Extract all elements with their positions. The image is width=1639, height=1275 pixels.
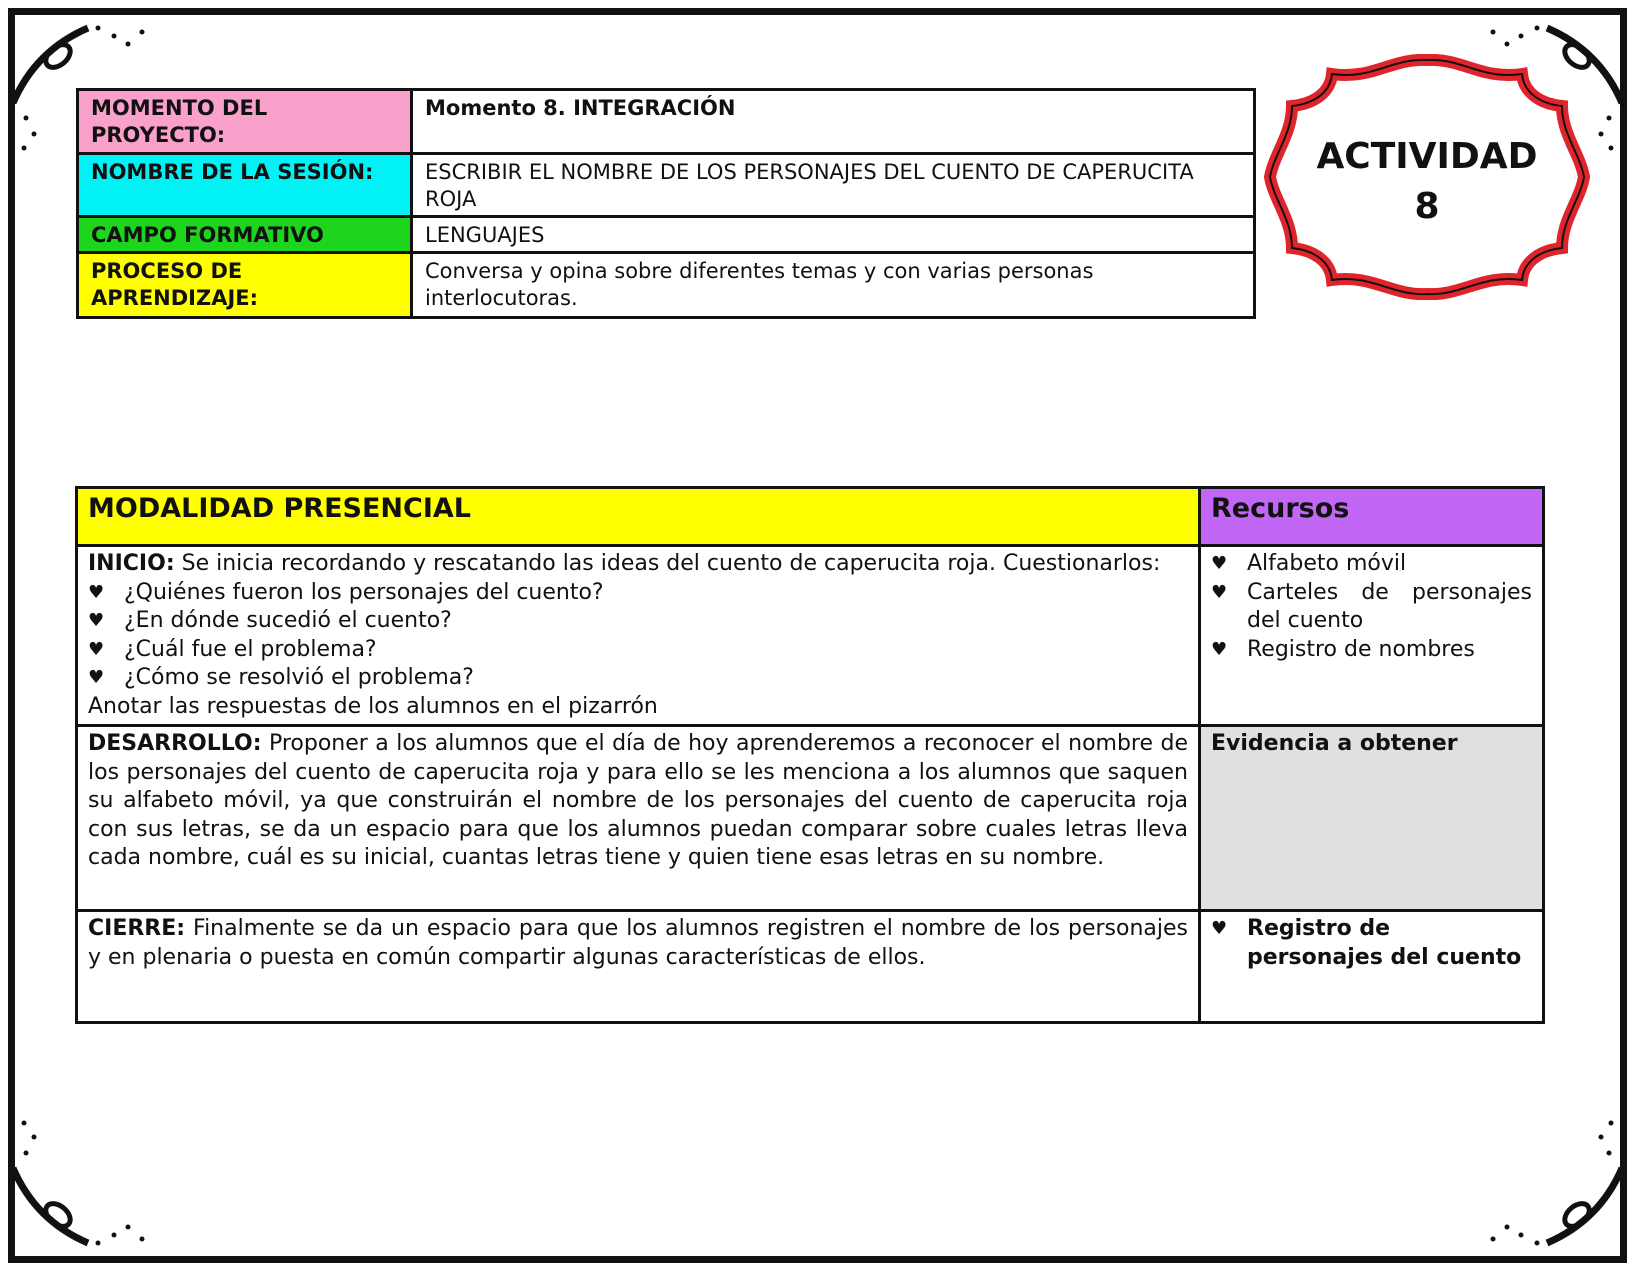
list-item: ♥ Registro de nombres: [1211, 636, 1532, 665]
list-item: ♥ Carteles de personajes del cuento: [1211, 579, 1532, 633]
desarrollo-label: DESARROLLO:: [88, 731, 262, 756]
activity-label: ACTIVIDAD: [1316, 136, 1538, 177]
proceso-aprendizaje-label: PROCESO DE APRENDIZAJE:: [78, 253, 412, 318]
proceso-aprendizaje-value: Conversa y opina sobre diferentes temas y con varias personas interlocutoras.: [412, 253, 1255, 318]
activity-plan-table: [75, 486, 1545, 1024]
recursos-list: [1211, 550, 1532, 664]
nombre-sesion-value: ESCRIBIR EL NOMBRE DE LOS PERSONAJES DEL CUENTO DE CAPERUCITA ROJA: [412, 154, 1255, 217]
campo-formativo-label: CAMPO FORMATIVO: [78, 217, 412, 253]
header-row: [77, 488, 1544, 546]
cierre-text: Finalmente se da un espacio para que los alumnos registren el nombre de los personajes y en plenaria o puesta en común compartir algunas características de ellos.: [88, 916, 1188, 970]
list-item: ♥ Registro de personajes del cuento: [1211, 916, 1522, 970]
info-row-campo: [78, 217, 1255, 253]
heart-bullet-icon: ♥: [1211, 553, 1228, 574]
list-item: ♥ ¿Quiénes fueron los personajes del cuento?: [88, 579, 1188, 608]
list-item: ♥ Alfabeto móvil: [1211, 550, 1532, 579]
cierre-cell: [77, 911, 1200, 1023]
inicio-text: Se inicia recordando y rescatando las ideas del cuento de caperucita roja. Cuestionarlos:: [174, 551, 1161, 576]
heart-bullet-icon: ♥: [88, 581, 105, 603]
campo-formativo-value: LENGUAJES: [412, 217, 1255, 253]
inicio-cell: [77, 546, 1200, 726]
corner-swirl-bottom-left: [8, 1113, 158, 1263]
inicio-question-list: [88, 579, 1188, 693]
activity-badge-text: [1262, 132, 1592, 232]
momento-value: Momento 8. INTEGRACIÓN: [412, 90, 1255, 154]
inicio-row: [77, 546, 1544, 726]
modalidad-header: MODALIDAD PRESENCIAL: [77, 488, 1200, 546]
desarrollo-cell: [77, 726, 1200, 911]
activity-number: 8: [1414, 186, 1440, 227]
info-row-proceso: [78, 253, 1255, 318]
list-item: ♥ ¿En dónde sucedió el cuento?: [88, 607, 1188, 636]
recursos-cell: [1200, 546, 1544, 726]
nombre-sesion-label: NOMBRE DE LA SESIÓN:: [78, 154, 412, 217]
heart-bullet-icon: ♥: [1211, 581, 1228, 603]
inicio-label: INICIO:: [88, 551, 175, 576]
inicio-footer: Anotar las respuestas de los alumnos en el pizarrón: [88, 693, 658, 719]
corner-swirl-bottom-right: [1477, 1113, 1627, 1263]
recursos-header: Recursos: [1200, 488, 1544, 546]
evidencia-header: Evidencia a obtener: [1200, 726, 1544, 911]
cierre-row: [77, 911, 1544, 1023]
heart-bullet-icon: ♥: [1211, 918, 1228, 939]
list-item: ♥ ¿Cómo se resolvió el problema?: [88, 664, 1188, 693]
cierre-label: CIERRE:: [88, 916, 186, 941]
info-row-nombre: [78, 154, 1255, 217]
list-item: ♥ ¿Cuál fue el problema?: [88, 636, 1188, 665]
momento-label: MOMENTO DEL PROYECTO:: [78, 90, 412, 154]
heart-bullet-icon: ♥: [88, 610, 105, 631]
desarrollo-text: Proponer a los alumnos que el día de hoy aprenderemos a reconocer el nombre de los personajes del cuento de caperucita roja y para ello se les menciona a los alumnos que saquen su alfabeto móvil, ya que construirán el nombre de los personajes del cuento de caperucita roja con sus letras, se da un espacio para que los alumnos puedan comparar sobre cuales letras lleva cada nombre, cuál es su inicial, cuantas letras tiene y quien tiene esas letras en su nombre.: [88, 731, 1188, 870]
info-row-momento: [78, 90, 1255, 154]
evidencia-cell: [1200, 911, 1544, 1023]
heart-bullet-icon: ♥: [88, 638, 105, 660]
evidencia-list: [1211, 915, 1532, 972]
heart-bullet-icon: ♥: [88, 667, 105, 688]
project-info-table: [76, 88, 1256, 319]
heart-bullet-icon: ♥: [1211, 638, 1228, 660]
